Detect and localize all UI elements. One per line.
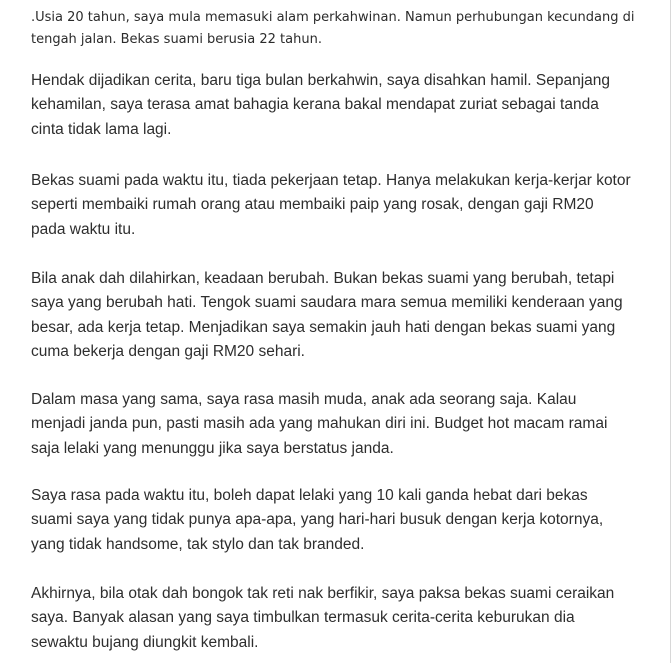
paragraph-line: cuma bekerja dengan gaji RM20 sehari. <box>31 342 305 360</box>
paragraph-pregnancy <box>31 69 663 142</box>
intro-line: tengah jalan. Bekas suami berusia 22 tahun. <box>31 32 322 47</box>
paragraph-line: Saya rasa pada waktu itu, boleh dapat lelaki yang 10 kali ganda hebat dari bekas <box>31 487 588 504</box>
paragraph-line: cinta tidak lama lagi. <box>31 120 172 138</box>
paragraph-line: besar, ada kerja tetap. Menjadikan saya semakin jauh hati dengan bekas suami yang <box>31 318 616 336</box>
paragraph-line: menjadi janda pun, pasti masih ada yang mahukan diri ini. Budget hot macam ramai <box>31 415 608 433</box>
paragraph-line: saya yang berubah hati. Tengok suami saudara mara semua memiliki kenderaan yang <box>31 294 623 312</box>
paragraph-line: kehamilan, saya terasa amat bahagia kerana bakal mendapat zuriat sebagai tanda <box>31 96 599 114</box>
paragraph-line: Bekas suami pada waktu itu, tiada pekerjaan tetap. Hanya melakukan kerja-kerjar kotor <box>31 172 631 189</box>
paragraph-line: saja lelaki yang menunggu jika saya berstatus janda. <box>31 439 394 457</box>
paragraph-line: Akhirnya, bila otak dah bongok tak reti nak berfikir, saya paksa bekas suami ceraikan <box>31 585 615 602</box>
intro-line: .Usia 20 tahun, saya mula memasuki alam perkahwinan. Namun perhubungan kecundang di <box>31 10 635 25</box>
paragraph-line: saya. Banyak alasan yang saya timbulkan termasuk cerita-cerita keburukan dia <box>31 609 575 627</box>
paragraph-line: yang tidak handsome, tak stylo dan tak branded. <box>31 535 365 553</box>
paragraph-still-young <box>31 388 663 461</box>
intro-paragraph <box>31 7 661 51</box>
paragraph-line: sewaktu bujang diungkit kembali. <box>31 633 259 651</box>
paragraph-line: Hendak dijadikan cerita, baru tiga bulan berkahwin, saya disahkan hamil. Sepanjang <box>31 72 611 89</box>
paragraph-divorce <box>31 582 663 655</box>
paragraph-better-man <box>31 484 663 557</box>
paragraph-line: seperti membaiki rumah orang atau membaiki paip yang rosak, dengan gaji RM20 <box>31 196 594 214</box>
paragraph-line: Bila anak dah dilahirkan, keadaan berubah. Bukan bekas suami yang berubah, tetapi <box>31 270 615 287</box>
paragraph-line: Dalam masa yang sama, saya rasa masih muda, anak ada seorang saja. Kalau <box>31 391 577 408</box>
paragraph-line: suami saya yang tidak punya apa-apa, yang hari-hari busuk dengan kerja kotornya, <box>31 511 604 529</box>
paragraph-change-of-heart <box>31 267 663 364</box>
paragraph-line: pada waktu itu. <box>31 220 136 238</box>
paragraph-husband-job <box>31 169 663 242</box>
